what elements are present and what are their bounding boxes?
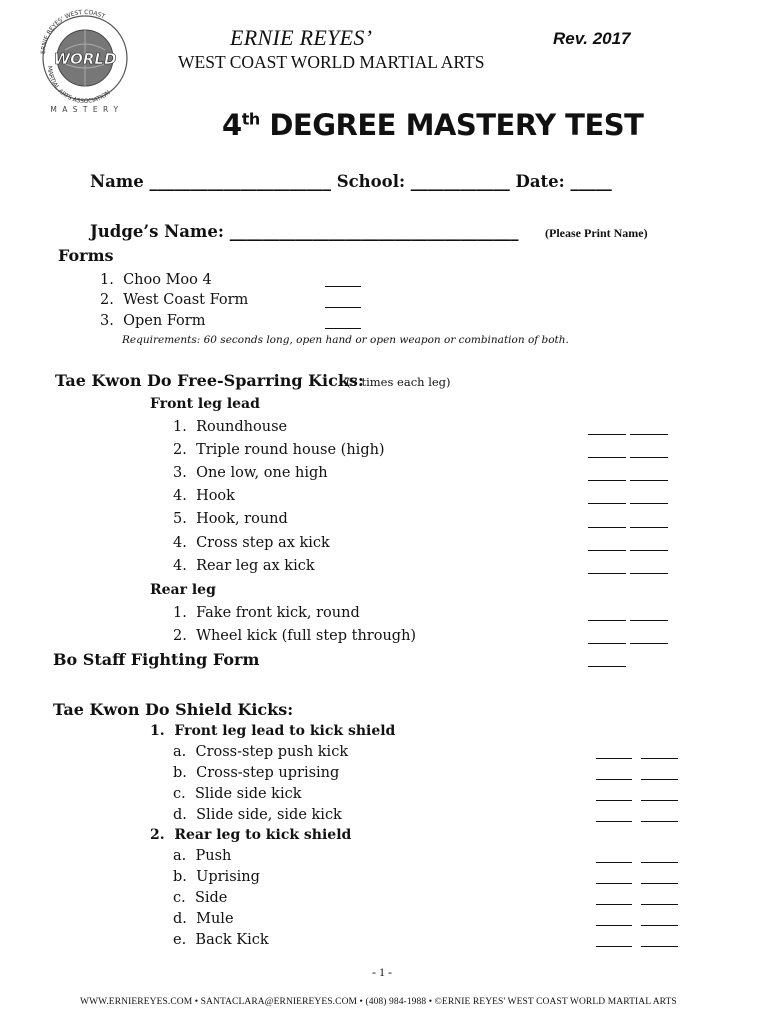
title-text: DEGREE MASTERY TEST (259, 108, 644, 142)
page-number: - 1 - (372, 965, 392, 979)
score-blank (596, 883, 632, 884)
score-blank (641, 946, 678, 947)
list-item: 2. West Coast Form (100, 292, 249, 308)
score-blank (588, 620, 626, 621)
list-item: 4. Rear leg ax kick (173, 558, 315, 574)
score-blank (588, 457, 626, 458)
list-item: d. Slide side, side kick (173, 807, 342, 823)
sparring-note: (3 times each leg) (346, 375, 451, 389)
logo-ring-bottom-text: MARTIAL ARTS ASSOCIATION (45, 65, 112, 106)
score-blank (588, 573, 626, 574)
score-blank (588, 550, 626, 551)
score-blank (325, 286, 361, 287)
score-blank (588, 480, 626, 481)
list-item: 5. Hook, round (173, 511, 288, 527)
list-item: c. Side (173, 890, 228, 906)
page-title (222, 108, 643, 142)
score-blank (641, 800, 678, 801)
score-blank (596, 925, 632, 926)
list-item: c. Slide side kick (173, 786, 302, 802)
score-blank (630, 527, 668, 528)
list-item: 3. One low, one high (173, 465, 328, 481)
revision-label: Rev. 2017 (553, 29, 631, 48)
world-logo-emblem (30, 8, 140, 118)
name-school-date-line: Name ______________________ School: ____________ Date: _____ (90, 172, 612, 191)
score-blank (596, 946, 632, 947)
list-item: b. Cross-step uprising (173, 765, 340, 781)
score-blank (596, 758, 632, 759)
list-item: 1. Fake front kick, round (173, 605, 360, 621)
list-item: 1. Roundhouse (173, 419, 288, 435)
org-name-line1: ERNIE REYES’ (230, 25, 373, 50)
score-blank (630, 457, 668, 458)
score-blank (588, 503, 626, 504)
score-blank (641, 862, 678, 863)
score-blank (596, 904, 632, 905)
list-item: a. Push (173, 848, 232, 864)
score-blank (596, 821, 632, 822)
score-blank (630, 434, 668, 435)
title-superscript: th (241, 109, 260, 129)
forms-requirements: Requirements: 60 seconds long, open hand or open weapon or combination of both. (122, 334, 569, 346)
score-blank (596, 800, 632, 801)
score-blank (641, 883, 678, 884)
score-blank (630, 503, 668, 504)
score-blank (596, 779, 632, 780)
score-blank (630, 573, 668, 574)
list-item: e. Back Kick (173, 932, 269, 948)
logo (30, 8, 140, 118)
shield-group2-heading: 2. Rear leg to kick shield (150, 827, 352, 843)
front-leg-heading: Front leg lead (150, 396, 260, 412)
score-blank (588, 434, 626, 435)
score-blank (641, 821, 678, 822)
shield-group1-heading: 1. Front leg lead to kick shield (150, 723, 396, 739)
score-blank (630, 643, 668, 644)
sparring-heading: Tae Kwon Do Free-Sparring Kicks: (55, 371, 364, 390)
footer-text: WWW.ERNIEREYES.COM • SANTACLARA@ERNIEREYES.COM • (408) 984-1988 • ©ERNIE REYES' WEST COAST WORLD MARTIAL ARTS (80, 997, 677, 1007)
logo-ring-top-text: ERNIE REYES' WEST COAST (39, 8, 107, 55)
bo-staff-heading: Bo Staff Fighting Form (53, 650, 260, 669)
score-blank (325, 307, 361, 308)
score-blank (641, 758, 678, 759)
list-item: 1. Choo Moo 4 (100, 272, 212, 288)
forms-heading: Forms (58, 246, 114, 265)
title-number: 4 (222, 108, 242, 142)
list-item: a. Cross-step push kick (173, 744, 349, 760)
list-item: 4. Hook (173, 488, 235, 504)
logo-center-text: WORLD (53, 50, 117, 68)
shield-heading: Tae Kwon Do Shield Kicks: (53, 700, 294, 719)
score-blank (588, 527, 626, 528)
list-item: d. Mule (173, 911, 234, 927)
list-item: 2. Wheel kick (full step through) (173, 628, 417, 644)
list-item: 2. Triple round house (high) (173, 442, 385, 458)
org-name-line2: WEST COAST WORLD MARTIAL ARTS (178, 52, 485, 72)
list-item: b. Uprising (173, 869, 260, 885)
judge-name-note: (Please Print Name) (545, 226, 648, 240)
score-blank (588, 666, 626, 667)
score-blank (596, 862, 632, 863)
logo-bottom-text: M A S T E R Y (50, 105, 120, 114)
list-item: 4. Cross step ax kick (173, 535, 330, 551)
score-blank (630, 620, 668, 621)
score-blank (325, 328, 361, 329)
score-blank (641, 925, 678, 926)
score-blank (630, 550, 668, 551)
score-blank (588, 643, 626, 644)
score-blank (641, 779, 678, 780)
score-blank (630, 480, 668, 481)
list-item: 3. Open Form (100, 313, 206, 329)
rear-leg-heading: Rear leg (150, 582, 216, 598)
judge-name-line: Judge’s Name: ___________________________________ (90, 222, 519, 241)
score-blank (641, 904, 678, 905)
